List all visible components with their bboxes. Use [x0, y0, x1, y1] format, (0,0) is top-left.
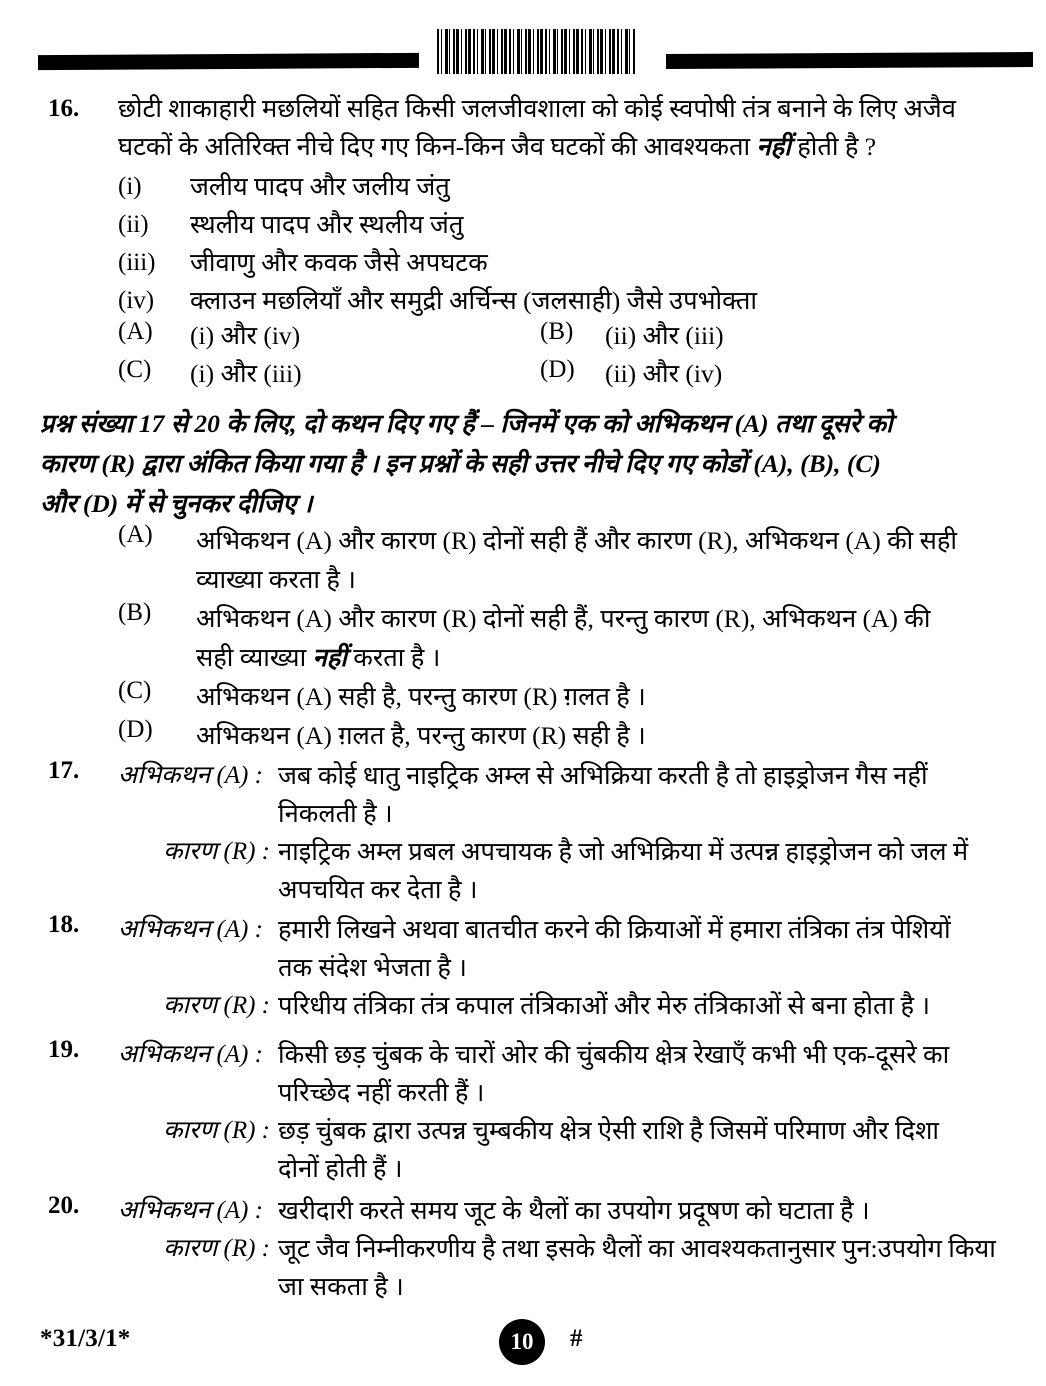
reason-text [278, 1230, 1006, 1306]
instruction-line-3: और (D) में से चुनकर दीजिए । [40, 489, 313, 518]
code-option-d[interactable] [118, 716, 1008, 755]
item-text-iv: क्लाउन मछलियाँ और समुद्री अर्चिन्स (जलसाही) जैसे उपभोक्ता [190, 286, 757, 315]
reason-text [278, 987, 1006, 1025]
instruction-paragraph [40, 404, 1003, 524]
question-17-number: 17. [48, 757, 80, 784]
end-marker: # [570, 1325, 583, 1352]
question-16-options [118, 318, 1008, 398]
reason-text [278, 1112, 1006, 1188]
assertion-text [278, 1192, 1006, 1230]
page-footer [0, 1325, 1046, 1375]
question-18-assertion [0, 911, 1006, 987]
q17-reason-line1: नाइट्रिक अम्ल प्रबल अपचायक है जो अभिक्रिया में उत्पन्न हाइड्रोजन को जल में [278, 837, 969, 866]
question-16-stem-line2-b: होती है ? [790, 132, 877, 161]
assertion-label: अभिकथन (A) : [118, 916, 263, 943]
question-16-stem-emphasis: नहीं [756, 132, 791, 161]
code-option-a[interactable] [118, 521, 1008, 599]
code-option-d-key: (D) [118, 716, 153, 743]
q18-assertion-line2: तक संदेश भेजता है । [278, 953, 467, 982]
code-b-line1: अभिकथन (A) और कारण (R) दोनों सही हैं, परन्तु कारण (R), अभिकथन (A) की [196, 604, 931, 633]
instruction-line-2: कारण (R) द्वारा अंकित किया गया है । इन प्रश्नों के सही उत्तर नीचे दिए गए कोडों (A), (B), (C) [40, 449, 881, 478]
reason-label: कारण (R) : [163, 1235, 270, 1262]
code-option-a-key: (A) [118, 521, 153, 548]
question-19 [0, 1036, 1006, 1188]
assertion-label: अभिकथन (A) : [118, 762, 263, 789]
question-18 [0, 911, 1006, 1025]
question-20 [0, 1192, 1006, 1306]
question-19-number: 19. [48, 1036, 80, 1063]
page-number-badge: 10 [499, 1319, 545, 1365]
list-item[interactable] [118, 244, 1008, 282]
item-text-iii: जीवाणु और कवक जैसे अपघटक [190, 248, 488, 277]
code-c-line1: अभिकथन (A) सही है, परन्तु कारण (R) ग़लत है । [196, 682, 646, 711]
code-b-line2-post: करता है । [346, 643, 441, 672]
option-c-key[interactable]: (C) [118, 356, 152, 383]
q19-assertion-line1: किसी छड़ चुंबक के चारों ओर की चुंबकीय क्षेत्र रेखाएँ कभी भी एक-दूसरे का [278, 1040, 950, 1069]
q19-reason-line1: छड़ चुंबक द्वारा उत्पन्न चुम्बकीय क्षेत्र ऐसी राशि है जिसमें परिमाण और दिशा [278, 1116, 940, 1145]
assertion-label: अभिकथन (A) : [118, 1197, 263, 1224]
assertion-label: अभिकथन (A) : [118, 1041, 263, 1068]
option-b-key[interactable]: (B) [540, 318, 574, 345]
code-d-line1: अभिकथन (A) ग़लत है, परन्तु कारण (R) सही है । [196, 721, 646, 750]
question-17 [0, 757, 1006, 909]
q18-assertion-line1: हमारी लिखने अथवा बातचीत करने की क्रियाओं में हमारा तंत्रिका तंत्र पेशियों [278, 915, 951, 944]
page-header [0, 0, 1046, 82]
q17-assertion-line1: जब कोई धातु नाइट्रिक अम्ल से अभिक्रिया करती है तो हाइड्रोजन गैस नहीं [278, 761, 928, 790]
option-a-key[interactable]: (A) [118, 318, 153, 345]
assertion-text [278, 911, 1006, 987]
question-17-assertion [0, 757, 1006, 833]
code-a-line1: अभिकथन (A) और कारण (R) दोनों सही हैं और कारण (R), अभिकथन (A) की सही [196, 526, 958, 555]
item-key-iii: (iii) [118, 249, 156, 276]
option-c-text[interactable]: (i) और (iii) [190, 359, 302, 388]
question-16-number: 16. [48, 95, 80, 122]
question-16-stem [118, 90, 1006, 166]
question-16 [48, 90, 1006, 166]
code-b-emphasis: नहीं [312, 643, 347, 672]
q19-reason-line2: दोनों होती हैं । [278, 1154, 403, 1183]
code-option-c-key: (C) [118, 677, 152, 704]
question-16-stem-line2-a: घटकों के अतिरिक्त नीचे दिए गए किन-किन जैव घटकों की आवश्यकता [118, 132, 757, 161]
list-item[interactable] [118, 168, 1008, 206]
item-key-ii: (ii) [118, 211, 149, 238]
option-d-key[interactable]: (D) [540, 356, 575, 383]
option-a-text[interactable]: (i) और (iv) [190, 321, 301, 350]
reason-label: कारण (R) : [163, 992, 270, 1019]
header-rule-left [38, 53, 419, 70]
instruction-line-1: प्रश्न संख्या 17 से 20 के लिए, दो कथन दिए गए हैं – जिनमें एक को अभिकथन (A) तथा दूसरे को [40, 409, 893, 438]
code-option-d-text [196, 716, 1008, 755]
code-option-b[interactable] [118, 599, 1008, 677]
reason-label: कारण (R) : [163, 838, 270, 865]
barcode-icon [437, 29, 635, 74]
reason-label: कारण (R) : [163, 1117, 270, 1144]
code-a-line2: व्याख्या करता है । [196, 565, 356, 594]
item-key-i: (i) [118, 173, 142, 200]
item-text-i: जलीय पादप और जलीय जंतु [190, 172, 450, 201]
question-19-assertion [0, 1036, 1006, 1112]
item-text-ii: स्थलीय पादप और स्थलीय जंतु [190, 210, 464, 239]
reason-text [278, 833, 1006, 909]
assertion-text [278, 1036, 1006, 1112]
q17-reason-line2: अपचयित कर देता है । [278, 875, 478, 904]
code-option-a-text [196, 521, 1008, 599]
q20-reason-line2: जा सकता है । [278, 1272, 404, 1301]
question-20-number: 20. [48, 1192, 80, 1219]
code-option-c-text [196, 677, 1008, 716]
question-18-number: 18. [48, 911, 80, 938]
code-b-line2-pre: सही व्याख्या [196, 643, 313, 672]
option-b-text[interactable]: (ii) और (iii) [605, 321, 724, 350]
question-18-reason [0, 987, 1006, 1025]
code-option-b-key: (B) [118, 599, 152, 626]
answer-code-list [118, 521, 1008, 755]
paper-code: *31/3/1* [40, 1325, 131, 1352]
question-16-items [118, 168, 1008, 320]
q20-assertion-line1: खरीदारी करते समय जूट के थैलों का उपयोग प्रदूषण को घटाता है । [278, 1196, 870, 1225]
item-key-iv: (iv) [118, 287, 155, 314]
q17-assertion-line2: निकलती है । [278, 799, 393, 828]
code-option-c[interactable] [118, 677, 1008, 716]
question-20-assertion [0, 1192, 1006, 1230]
question-17-reason [0, 833, 1006, 909]
q19-assertion-line2: परिच्छेद नहीं करती हैं । [278, 1078, 485, 1107]
question-19-reason [0, 1112, 1006, 1188]
header-rule-right [666, 52, 1033, 69]
list-item[interactable] [118, 282, 1008, 320]
code-option-b-text [196, 599, 1008, 677]
question-16-stem-line1: छोटी शाकाहारी मछलियों सहित किसी जलजीवशाला को कोई स्वपोषी तंत्र बनाने के लिए अजैव [118, 94, 956, 123]
q20-reason-line1: जूट जैव निम्नीकरणीय है तथा इसके थैलों का आवश्यकतानुसार पुन:उपयोग किया [278, 1234, 996, 1263]
assertion-text [278, 757, 1006, 833]
q18-reason-line1: परिधीय तंत्रिका तंत्र कपाल तंत्रिकाओं और मेरु तंत्रिकाओं से बना होता है । [278, 991, 931, 1020]
question-20-reason [0, 1230, 1006, 1306]
list-item[interactable] [118, 206, 1008, 244]
option-d-text[interactable]: (ii) और (iv) [605, 359, 723, 388]
